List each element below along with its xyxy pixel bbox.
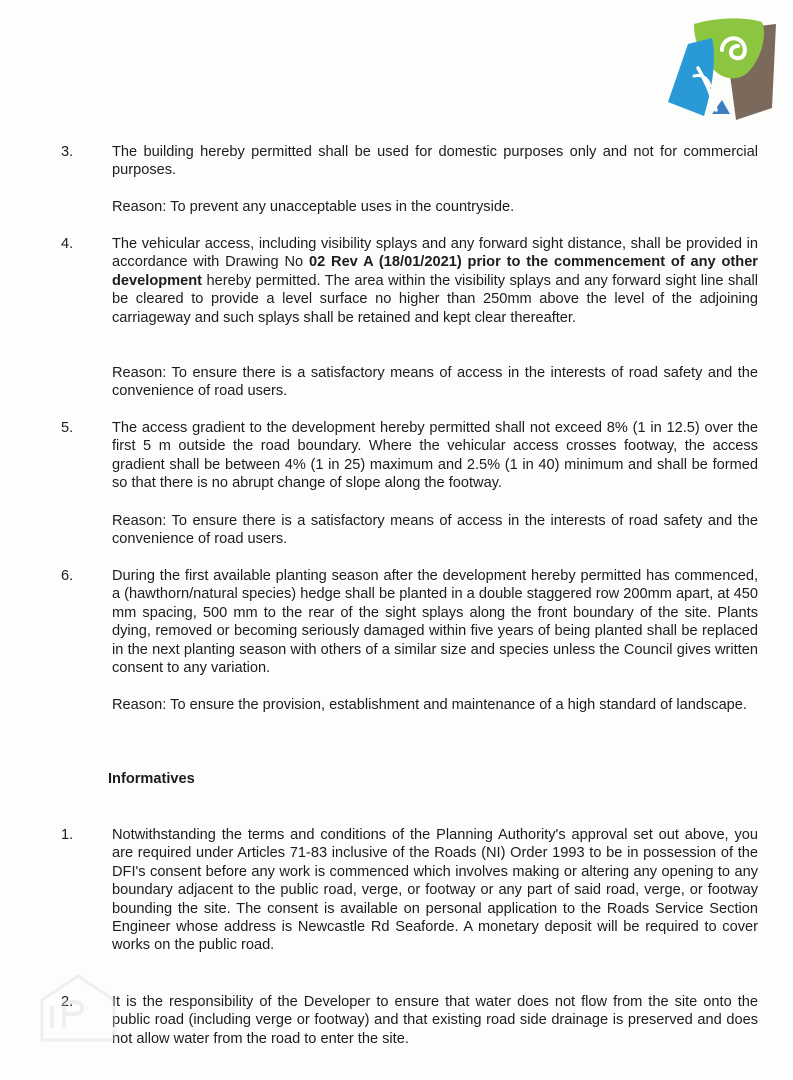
condition-reason: Reason: To ensure there is a satisfactory means of access in the interests of road safety and the convenience of road users. <box>112 513 758 548</box>
council-logo-icon <box>664 16 778 124</box>
condition-text: The building hereby permitted shall be used for domestic purposes only and not for commercial purposes. <box>112 144 758 179</box>
informative-number: 1. <box>61 827 74 843</box>
condition-reason: Reason: To ensure there is a satisfactory means of access in the interests of road safety and the convenience of road users. <box>112 365 758 400</box>
condition-reason: Reason: To prevent any unacceptable uses in the countryside. <box>112 199 515 215</box>
condition-text-part: hereby permitted. The area within the visibility splays and any forward sight line shall be cleared to provide a level surface no higher than 250mm above the level of the adjoining carriageway and such splays shall be retained and kept clear thereafter. <box>112 272 758 326</box>
condition-text-bold: 02 Rev A (18/01/2021) prior to the commencement of any other development <box>112 254 758 289</box>
condition-number: 5. <box>61 420 74 436</box>
watermark-logo-icon <box>38 972 118 1044</box>
informative-text: It is the responsibility of the Developer to ensure that water does not flow from the site onto the public road (including verge or footway) and that existing road side drainage is preserved and does not allow water from the road to enter the site. <box>112 994 758 1047</box>
informative-text: Notwithstanding the terms and conditions of the Planning Authority's approval set out above, you are required under Articles 71-83 inclusive of the Roads (NI) Order 1993 to be in possession of the DFI's consent before any work is commenced which involves making or altering any opening to any boundary adjacent to the public road, verge, or footway or any part of said road, verge, or footway bounding the site. The consent is available on personal application to the Roads Service Section Engineer whose address is Newcastle Rd Seaforde. A monetary deposit will be required to cover works on the public road. <box>112 827 758 954</box>
condition-reason: Reason: To ensure the provision, establishment and maintenance of a high standard of landscape. <box>112 697 747 713</box>
informative-number: 2. <box>61 994 74 1010</box>
condition-number: 6. <box>61 568 74 584</box>
condition-text <box>112 235 758 327</box>
condition-text-part: The vehicular access, including visibility splays and any forward sight distance, shall be provided in accordance with Drawing No <box>112 236 758 271</box>
condition-number: 3. <box>61 144 74 160</box>
condition-text: During the first available planting season after the development hereby permitted has commenced, a (hawthorn/natural species) hedge shall be planted in a double staggered row 200mm apart, at 450 mm spacing, 500 mm to the rear of the sight splays along the front boundary of the site. Plants dying, removed or becoming seriously damaged within five years of being planted shall be replaced in the next planting season with others of a similar size and species unless the Council gives written consent to any variation. <box>112 568 758 677</box>
informatives-heading: Informatives <box>108 771 195 787</box>
condition-number: 4. <box>61 236 74 252</box>
condition-text: The access gradient to the development hereby permitted shall not exceed 8% (1 in 12.5) over the first 5 m outside the road boundary. Where the vehicular access crosses footway, the access gradient shall be between 4% (1 in 25) maximum and 2.5% (1 in 40) minimum and shall be formed so that there is no abrupt change of slope along the footway. <box>112 420 758 492</box>
